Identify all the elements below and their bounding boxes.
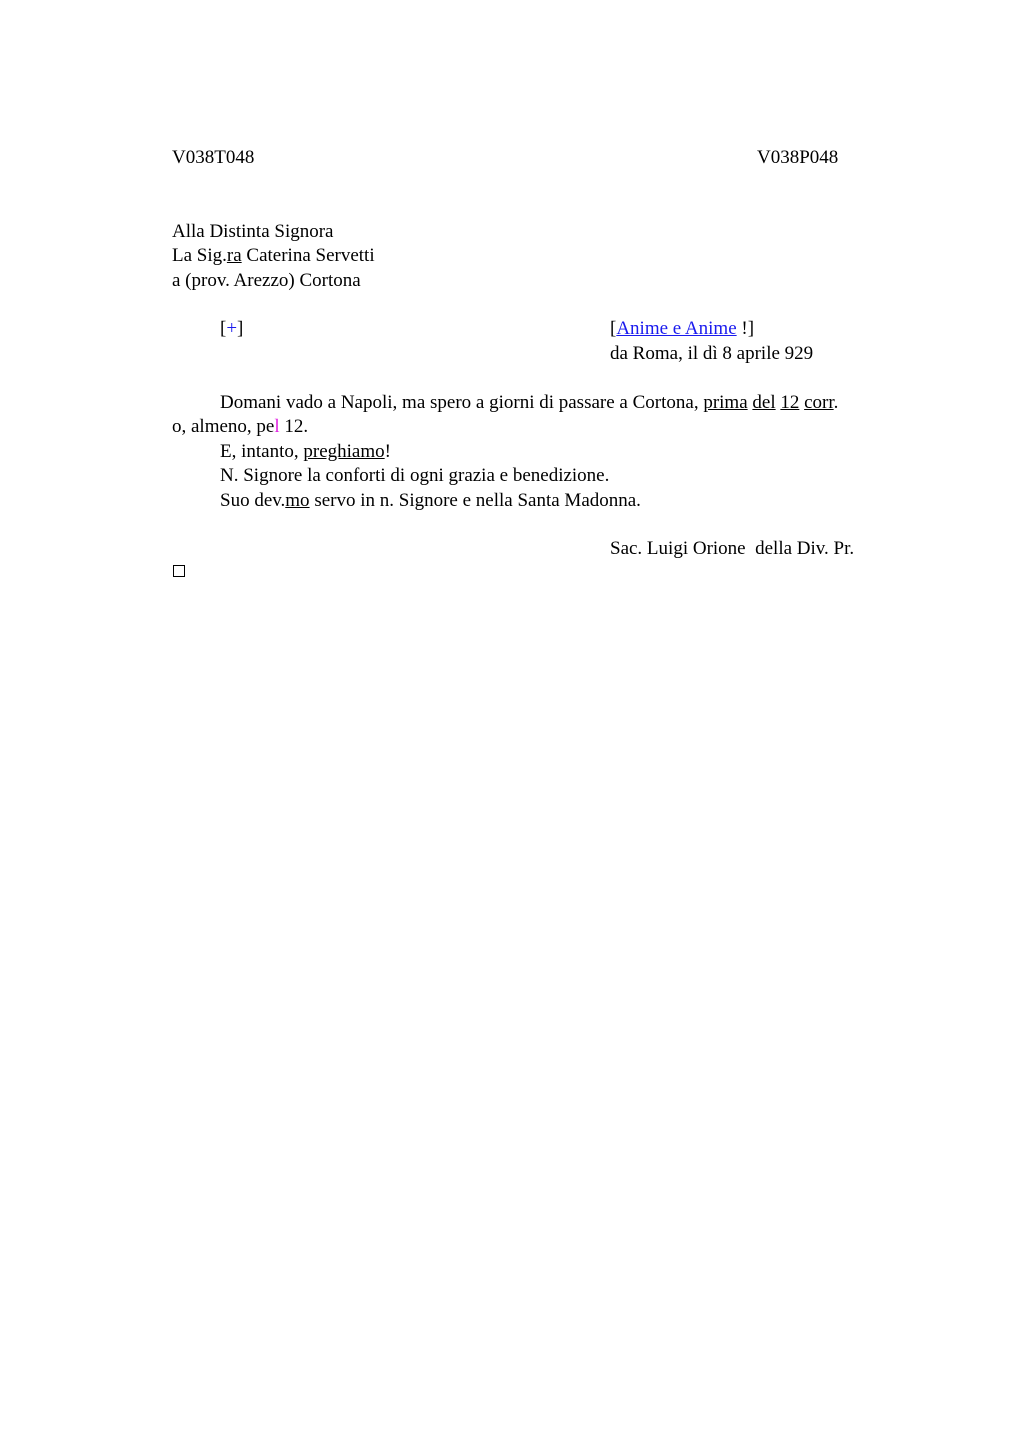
document-code-right: V038P048 (757, 147, 839, 168)
dateline: da Roma, il dì 8 aprile 929 (610, 343, 814, 364)
underlined-word: corr (804, 392, 834, 413)
underlined-word: prima (703, 392, 748, 413)
address-line-3: a (prov. Arezzo) Cortona (172, 270, 361, 291)
underlined-word: preghiamo (303, 441, 385, 462)
address-title: La Sig. (172, 245, 227, 266)
paragraph-text: o, almeno, pe (172, 416, 275, 437)
paragraph-1 (220, 391, 838, 416)
address-title-abbrev: ra (226, 245, 242, 266)
motto (610, 317, 754, 342)
bracket-open: [ (220, 318, 227, 339)
paragraph-text: E, intanto, (220, 441, 304, 462)
bracket-close: !] (736, 318, 755, 339)
bracket-open: [ (610, 318, 617, 339)
period: . (833, 392, 839, 413)
paragraph-text: servo in n. Signore e nella Santa Madonna. (309, 490, 641, 511)
end-marker-box-icon (173, 565, 185, 577)
address-line-2 (172, 244, 375, 269)
paragraph-text: Suo dev. (220, 490, 286, 511)
underlined-word: del (752, 392, 776, 413)
address-name: Caterina Servetti (241, 245, 375, 266)
highlighted-letter: l (274, 416, 280, 437)
paragraph-text: 12. (279, 416, 309, 437)
paragraph-3: N. Signore la conforti di ogni grazia e benedizione. (220, 465, 610, 486)
document-code-left: V038T048 (172, 147, 255, 168)
motto-link[interactable]: Anime e Anime (616, 318, 737, 339)
paragraph-text: ! (384, 441, 391, 462)
bracket-close: ] (237, 318, 244, 339)
underlined-word: mo (285, 490, 310, 511)
address-line-1: Alla Distinta Signora (172, 221, 334, 242)
paragraph-2 (220, 440, 391, 465)
cross-mark (220, 317, 243, 342)
signature: Sac. Luigi Orione della Div. Pr. (610, 538, 855, 559)
paragraph-text: Domani vado a Napoli, ma spero a giorni di passare a Cortona, (220, 392, 704, 413)
closing-line (220, 489, 641, 514)
cross-icon: + (226, 318, 238, 339)
paragraph-1-continued (172, 415, 308, 440)
underlined-word: 12 (780, 392, 800, 413)
